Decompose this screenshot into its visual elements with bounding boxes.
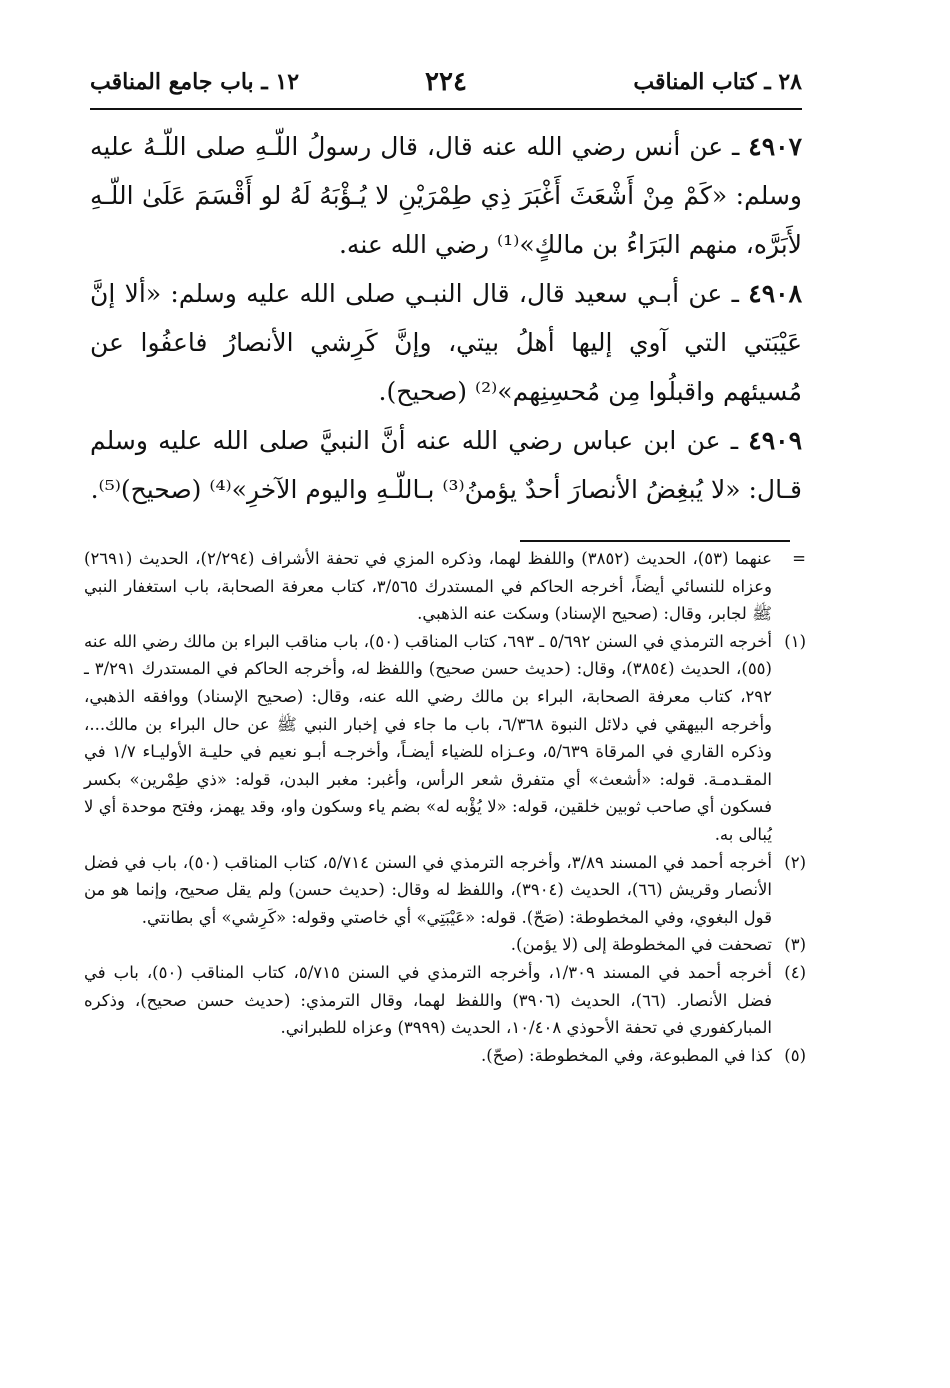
main-text	[90, 122, 802, 514]
footnote	[84, 849, 806, 932]
footnote-marker: (١)	[784, 631, 806, 651]
footnote	[84, 1042, 806, 1070]
hadith-paragraph	[90, 416, 802, 514]
footnote	[84, 628, 806, 849]
footnote	[84, 959, 806, 1042]
footnote-text: أخرجه أحمد في المسند ١/٣٠٩، وأخرجه الترمذي في السنن ٥/٧١٥، كتاب المناقب (٥٠)، باب في فضل الأنصار. (٦٦)، الحديث (٣٩٠٦) واللفظ لهما، وقال الترمذي: (حديث حسن صحيح)، وذكره المباركفوري في تحفة الأحوذي ١٠/٤٠٨، الحديث (٣٩٩٩) وعزاه للطبراني.	[84, 962, 772, 1038]
footnote-marker: =	[792, 549, 806, 568]
footnote-text: عنهما (٥٣)، الحديث (٣٨٥٢) واللفظ لهما، وذكره المزي في تحفة الأشراف (٢/٢٩٤)، الحديث (٢٦٩١) وعزاه للنسائي أيضاً، أخرجه الحاكم في المستدرك ٣/٥٦٥، كتاب معرفة الصحابة، باب استغفار النبي ﷺ لجابر، وقال: (صحيح الإسناد) وسكت عنه الذهبي.	[84, 549, 772, 624]
footnote-marker: (٢)	[784, 852, 806, 872]
hadith-text: ـ عن أنس رضي الله عنه قال، قال رسولُ اللّـهِ صلى اللّـهُ عليه وسلم: «كَمْ مِنْ أَشْعَثَ أَغْبَرَ ذِي طِمْرَيْنِ لا يُـؤْبَهُ لَهُ لو أَقْسَمَ عَلَىٰ اللّـهِ لأَبَرَّه، منهم البَرَاءُ بن مالكٍ»⁽¹⁾ رضي الله عنه.	[90, 132, 802, 259]
footnote-marker: (٤)	[784, 962, 806, 982]
hadith-number: ٤٩٠٨	[748, 279, 802, 308]
footnote	[84, 545, 806, 628]
header-section-title: ١٢ ـ باب جامع المناقب	[90, 69, 300, 95]
hadith-paragraph	[90, 269, 802, 416]
hadith-number: ٤٩٠٩	[748, 426, 802, 455]
running-header	[90, 64, 802, 100]
footnotes	[84, 545, 806, 1069]
footnote	[84, 931, 806, 959]
page-number: ٢٢٤	[425, 67, 467, 97]
hadith-text: ـ عن ابن عباس رضي الله عنه أنَّ النبيَّ صلى الله عليه وسلم قـال: «لا يُبغِضُ الأنصارَ أحدٌ يؤمنُ⁽³⁾ بـاللّـهِ واليوم الآخرِ»⁽⁴⁾ (صحيح)⁽⁵⁾.	[90, 426, 802, 504]
footnote-marker: (٣)	[784, 935, 806, 955]
header-chapter-title: ٢٨ ـ كتاب المناقب	[633, 69, 802, 95]
footnote-divider	[520, 540, 790, 542]
hadith-paragraph	[90, 122, 802, 269]
hadith-text: ـ عن أبـي سعيد قال، قال النبـي صلى الله عليه وسلم: «ألا إنَّ عَيْبَتي التي آوي إليها أهلُ بيتي، وإنَّ كَرِشي الأنصارُ فاعفُوا عن مُسيئهم واقبلُوا مِن مُحسِنِهم»⁽²⁾ (صحيح).	[90, 279, 802, 406]
footnote-text: أخرجه الترمذي في السنن ٥/٦٩٢ ـ ٦٩٣، كتاب المناقب (٥٠)، باب مناقب البراء بن مالك رضي الله عنه (٥٥)، الحديث (٣٨٥٤)، وقال: (حديث حسن صحيح) واللفظ له، وأخرجه الحاكم في المستدرك ٣/٢٩١ ـ ٢٩٢، كتاب معرفة الصحابة، البراء بن مالك رضي الله عنه، وقال: (صحيح الإسناد) ووافقه الذهبي، وأخرجه البيهقي في دلائل النبوة ٦/٣٦٨، باب ما جاء في إخبار النبي ﷺ عن حال البراء بن مالك...، وذكره القاري في المرقاة ٥/٦٣٩، وعـزاه للضياء أيضـاً، وأخرجـه أبـو نعيم في حليـة الأوليـاء ١/٧ في المقـدمـة. قوله: «أشعث» أي متفرق شعر الرأس، وأغبر: مغبر البدن، قوله: «ذي طِمْرين» بكسر فسكون أي صاحب ثوبين خلقين، قوله: «لا يُؤْبه له» بضم ياء وسكون واو، وقد يهمز، وفتح موحدة أي لا يُبالى به.	[84, 631, 773, 844]
footnote-text: أخرجه أحمد في المسند ٣/٨٩، وأخرجه الترمذي في السنن ٥/٧١٤، كتاب المناقب (٥٠)، باب في فضل الأنصار وقريش (٦٦)، الحديث (٣٩٠٤)، واللفظ له وقال: (حديث حسن) ولم يقل صحيح، وإنما هو من قول البغوي، وفي المخطوطة: (صَحّ). قوله: «عَيْبَتِي» أي خاصتي وقوله: «كَرِشي» أي بطانتي.	[84, 852, 773, 927]
header-rule	[90, 108, 802, 110]
footnote-text: كذا في المطبوعة، وفي المخطوطة: (صحّ).	[481, 1045, 772, 1065]
footnote-marker: (٥)	[784, 1045, 806, 1065]
hadith-number: ٤٩٠٧	[748, 132, 802, 161]
footnote-text: تصحفت في المخطوطة إلى (لا يؤمن).	[510, 935, 772, 955]
